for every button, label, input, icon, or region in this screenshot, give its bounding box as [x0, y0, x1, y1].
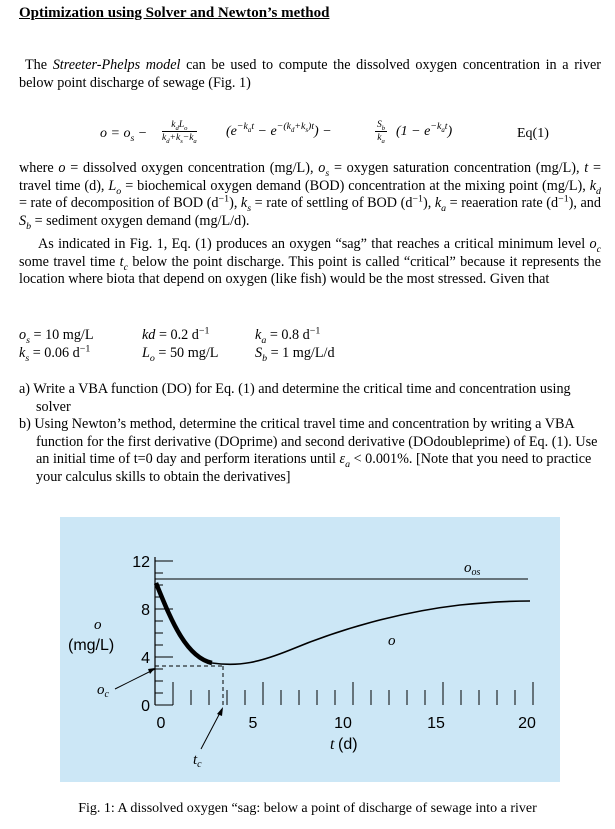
equation-fraction-2: $\frac{S_b}{k_a}$	[377, 120, 386, 145]
y-tick-label-4: 4	[141, 650, 150, 667]
sag-paragraph: As indicated in Fig. 1, Eq. (1) produces an oxygen “sag” that reaches a critical minimum level $o_c$ some travel time $t_c$ below the point discharge. This point is called “critical” because it represents the location where biota that depend on oxygen (like fish) would be the most stressed. Given that	[19, 236, 601, 288]
equation-tail: $(1 - e^{-k_at})$	[396, 121, 453, 139]
y-tick-label-0: 0	[141, 698, 150, 715]
os-label: $o_{os}$	[464, 560, 481, 578]
equation-lhs: $o = o_s$ −	[100, 126, 148, 144]
x-tick-label-0: 0	[156, 715, 166, 732]
curve-label: o	[388, 633, 396, 649]
given-ka: $k_a = 0.8$ $d^{-1}$	[255, 325, 321, 346]
questions	[19, 381, 601, 487]
given-ks: $k_s = 0.06$ $d^{-1}$	[19, 343, 91, 364]
x-tick-label-10: 10	[334, 715, 352, 732]
equation-fraction-1: $k_dL_o$ $k_d+k_s-k_a$	[162, 120, 197, 145]
oxygen-curve-initial-segment	[156, 583, 212, 663]
intro-paragraph: The Streeter-Phelps model can be used to compute the dissolved oxygen concentration in a river below point discharge of sewage (Fig. 1)	[19, 57, 601, 91]
y-tick-label-8: 8	[141, 602, 150, 619]
given-os: $o_s = 10$ mg/L	[19, 327, 94, 346]
equation-label: Eq(1)	[517, 126, 549, 141]
question-a: a) Write a VBA function (DO) for Eq. (1) and determine the critical time and concentration using solver	[19, 381, 571, 415]
x-tick-label-20: 20	[518, 715, 536, 732]
page-title: Optimization using Solver and Newton’s method	[19, 5, 330, 21]
oxygen-sag-figure	[60, 517, 560, 782]
tc-pointer	[201, 709, 222, 749]
figure-caption: Fig. 1: A dissolved oxygen “sag: below a point of discharge of sewage into a river	[78, 801, 537, 816]
oc-arrowhead	[148, 668, 155, 674]
given-lo: $L_o = 50$ mg/L	[142, 345, 219, 364]
equation-exponential-term: $(e^{-k_at} - e^{-(k_d+k_s)t})$ −	[226, 121, 332, 139]
equation-1	[100, 118, 600, 152]
x-tick-label-5: 5	[248, 715, 258, 732]
x-tick-label-15: 15	[427, 715, 445, 732]
y-tick-label-12: 12	[132, 554, 150, 571]
xlabel-unit: (d)	[338, 736, 358, 753]
question-b: b) Using Newton’s method, determine the critical travel time and concentration by writing a VBA function for the first derivative (DOprime) and second derivative (DOdoubleprime) of Eq. (1). Use an initial time of t=0 day and perform iterations until $\varepsilon_a < 0.001\%$. [Note that you need to practice your calculus skills to obtain the derivatives]	[19, 416, 598, 485]
definitions-paragraph: where o = dissolved oxygen concentration (mg/L), $o_s$ = oxygen saturation concentration (mg/L), t = travel time (d), $L_o$ = biochemical oxygen demand (BOD) concentration at the mixing point (mg/L), $k_d$ = rate of decomposition of BOD $(d^{-1})$, $k_s$ = rate of settling of BOD $(d^{-1})$, $k_a$ = reaeration rate $(d^{-1})$, and $S_b$ = sediment oxygen demand (mg/L/d).	[19, 160, 601, 232]
given-sb: $S_b = 1$ mg/L/d	[255, 345, 335, 364]
oc-pointer	[115, 669, 155, 689]
x-ticks	[173, 682, 533, 705]
tc-label: $t_c$	[193, 752, 202, 770]
given-kd: kd = 0.2 $d^{-1}$	[142, 325, 210, 343]
xlabel-var: t	[330, 736, 335, 753]
ylabel-var: o	[94, 617, 102, 633]
ylabel-unit: (mg/L)	[68, 637, 115, 654]
model-name: Streeter-Phelps model	[52, 57, 181, 73]
oc-label: $o_c$	[97, 682, 109, 700]
tc-arrowhead	[217, 707, 223, 716]
oxygen-curve	[156, 583, 530, 664]
oxygen-sag-plot	[60, 517, 560, 782]
